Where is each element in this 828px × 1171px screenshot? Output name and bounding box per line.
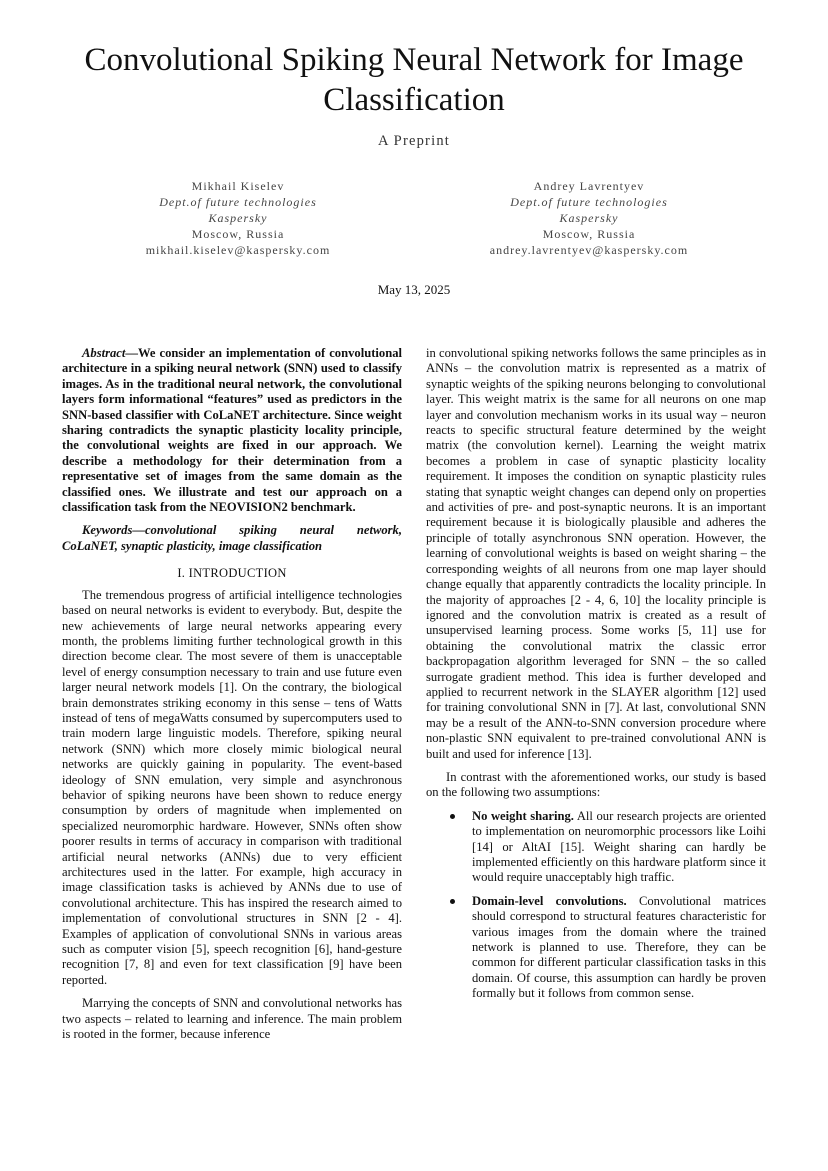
body-paragraph: in convolutional spiking networks follows the same principles as in ANNs – the convolution matrix is represented as a matrix of synaptic weights of the spiking neurons belonging to convolutional layer. This weight matrix is the same for all neurons on one map layer and convolution mechanism works in its usual way – neuron reacts to specific structural feature determined by the weight matrix (the convolution kernel). Learning the weight matrix becomes a problem in case of synaptic plasticity locality requirement. It imposes the condition on synaptic plasticity rules stating that synaptic weight changes can depend only on properties and activities of pre- and post-synaptic neurons. It is an important requirement because it is biologically plausible and adheres the principle of totally asynchronous SNN operation. However, the learning of convolutional weights is based on weight sharing – the corresponding weights of all neurons from one map layer should change equally that apparently contradicts the locality principle. In the majority of approaches [2 - 4, 6, 10] the locality principle is ignored and the convolution matrix is created as a result of unsupervised learning process. Some works [5, 11] use for obtaining the convolutional matrix the classic error backpropagation algorithm leveraged for SNN – the so called surrogate gradient method. This idea is further developed and applied to recurrent network in the SLAYER algorithm [12] used for training convolutional SNN in [7]. At last, convolutional SNN may be a result of the ANN-to-SNN conversion procedure where non-plastic SNN equivalent to pre-trained convolutional ANN is built and used for inference [13]. — [426, 346, 766, 761]
list-item — [426, 894, 766, 1002]
section-numeral: I. — [177, 566, 186, 581]
author-organization: Kaspersky — [559, 211, 619, 225]
keywords-text: —convolutional spiking neural network, CoLaNET, synaptic plasticity, image classification — [62, 523, 402, 553]
bullet-icon — [450, 899, 455, 904]
keywords — [62, 523, 402, 554]
section-heading-introduction — [62, 566, 402, 581]
keywords-lead: Keywords — [82, 523, 133, 538]
list-item — [426, 809, 766, 886]
author-email: andrey.lavrentyev@kaspersky.com — [489, 243, 689, 257]
bullet-icon — [450, 814, 455, 819]
section-rest: NTRODUCTION — [193, 566, 287, 581]
author-organization: Kaspersky — [208, 211, 268, 225]
body-paragraph: In contrast with the aforementioned works, our study is based on the following two assumptions: — [426, 769, 766, 800]
author-name: Mikhail Kiselev — [191, 179, 285, 193]
left-column — [62, 346, 402, 1050]
bullet-text: All our research projects are oriented to implementation on neuromorphic processors like Loihi [14] or AltAI [15]. Weight sharing can hardly be implemented efficiently on this hardware platform since it would require unacceptably high traffic. — [472, 808, 766, 885]
right-column — [426, 346, 766, 1010]
body-paragraph: The tremendous progress of artificial intelligence technologies based on neural networks is evident to everybody. But, despite the new achievements of large neural networks appearing every month, the problems limiting further technological growth in this direction become clear. The most severe of them is unacceptable level of energy consumption necessary to train and use future even larger neural network models [1]. On the contrary, the biological brain demonstrates striking economy in this sense – tens of Watts instead of tens of megaWatts consumed by supercomputers used to train modern large linguistic models. Therefore, spiking neural network (SNN) which more closely mimic biological neural networks are quickly gaining in popularity. The event-based ideology of SNN emulation, very simple and asynchronous behavior of spiking neurons have been shown to reduce energy consumption by orders of magnitude when implemented on specialized neuromorphic hardware. However, SNNs often show poorer results in terms of accuracy in comparison with traditional artificial neural networks (ANNs) due to very efficient architectures used in the latter. For example, high accuracy in image classification tasks is achieved by ANNs due to use of convolutional architecture. This has inspired the research aimed to implementation of convolutional structures in SNN [2 - 4]. Examples of application of convolutional SNNs in various areas such as computer vision [5], speech recognition [6], hand-gesture recognition [7, 8] and even for text classification [9] have been reported. — [62, 587, 402, 987]
author-email: mikhail.kiselev@kaspersky.com — [145, 243, 331, 257]
assumption-list — [426, 809, 766, 1002]
body-paragraph: Marrying the concepts of SNN and convolutional networks has two aspects – related to learning and inference. The main problem is rooted in the former, because inference — [62, 996, 402, 1042]
publication-date: May 13, 2025 — [377, 282, 451, 297]
bullet-term: No weight sharing. — [472, 808, 574, 823]
abstract-text: —We consider an implementation of convolutional architecture in a spiking neural network (SNN) used to classify images. As in the traditional neural network, the convolutional layers form informational “features” used as predictors in the SNN-based classifier with CoLaNET architecture. Since weight sharing contradicts the synaptic plasticity locality principle, the convolutional weights are fixed in our approach. We describe a methodology for their determination from a representative set of images from the same domain as the classified ones. We illustrate and test our approach on a classification task from the NEOVISION2 benchmark. — [62, 346, 402, 515]
author-department: Dept.of future technologies — [159, 195, 317, 209]
author-location: Moscow, Russia — [191, 227, 285, 241]
author-name: Andrey Lavrentyev — [533, 179, 645, 193]
author-department: Dept.of future technologies — [510, 195, 668, 209]
bullet-term: Domain-level convolutions. — [472, 893, 627, 908]
abstract-lead: Abstract — [82, 346, 126, 360]
abstract — [62, 346, 402, 515]
preprint-label: A Preprint — [377, 133, 450, 149]
section-first-letter: I — [188, 566, 194, 581]
bullet-text: Convolutional matrices should correspond to structural features characteristic for various images from the domain where the trained network is planned to use. Therefore, they can be common for different particular classification tasks in this domain. Of course, this assumption can hardly be proven formally but it follows from common sense. — [472, 893, 766, 1001]
author-location: Moscow, Russia — [542, 227, 636, 241]
author-block — [88, 178, 388, 258]
paper-title: Convolutional Spiking Neural Network for Image Classification — [84, 42, 744, 118]
author-block — [439, 178, 739, 258]
